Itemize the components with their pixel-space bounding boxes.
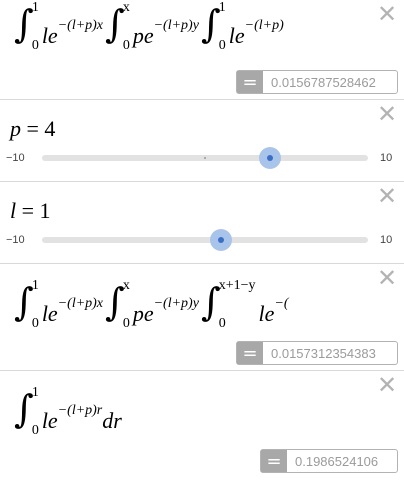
expression-cell-5[interactable] [0, 371, 404, 487]
slider-min-label: −10 [6, 152, 25, 164]
close-icon[interactable]: ✕ [376, 100, 398, 128]
result-value: 0.0156787528462 [271, 74, 376, 90]
term-1: $le^{-(l+p)x}$ [41, 18, 104, 48]
slider-max-label: 10 [380, 152, 393, 164]
integral-2: ∫ x 0 [105, 0, 130, 53]
integral-1: ∫ 1 0 [14, 385, 39, 438]
term-3: $le^{-(l+p)}$ [228, 18, 284, 48]
result-value: 0.1986524106 [295, 453, 379, 469]
slider-max-label: 10 [380, 234, 393, 246]
close-icon[interactable]: ✕ [376, 0, 398, 28]
term-3: le−( [258, 296, 289, 326]
equals-badge: = [237, 342, 263, 364]
expression-math-5[interactable] [14, 385, 122, 443]
slider-label-l[interactable]: l = 1 [10, 198, 51, 223]
expression-cell-1[interactable] [0, 0, 404, 100]
slider-thumb[interactable] [259, 147, 281, 169]
equals-badge: = [261, 450, 287, 472]
result-value: 0.0157312354383 [271, 345, 376, 361]
result-box-1 [236, 70, 398, 94]
slider-thumb[interactable] [210, 229, 232, 251]
term-1: $le^{-(l+p)r}dr$ [41, 403, 122, 433]
slider-track[interactable] [42, 237, 368, 243]
slider-cell-p[interactable] [0, 100, 404, 182]
expression-cell-4[interactable] [0, 264, 404, 371]
close-icon[interactable]: ✕ [376, 182, 398, 210]
slider-thumb-dot [267, 155, 273, 161]
integral-3: ∫ x+1−y 0 [200, 278, 256, 331]
slider-zero-tick [204, 157, 206, 159]
expression-math-4[interactable] [14, 278, 289, 336]
term-2: $pe^{-(l+p)y}$ [132, 18, 199, 48]
expression-math-1[interactable] [14, 0, 284, 58]
term-1: $le^{-(l+p)x}$ [41, 296, 104, 326]
close-icon[interactable]: ✕ [376, 264, 398, 292]
equals-badge: = [237, 71, 263, 93]
slider-label-p[interactable]: p = 4 [10, 116, 56, 141]
integral-1: ∫ 1 0 [14, 278, 39, 331]
result-box-5 [260, 449, 398, 473]
slider-min-label: −10 [6, 234, 25, 246]
integral-3: ∫ 1 0 [200, 0, 226, 53]
slider-cell-l[interactable] [0, 182, 404, 264]
integral-2: ∫ x 0 [105, 278, 130, 331]
slider-thumb-dot [218, 237, 224, 243]
result-box-4 [236, 341, 398, 365]
integral-1: ∫ 1 0 [14, 0, 39, 53]
close-icon[interactable]: ✕ [376, 371, 398, 399]
term-2: $pe^{-(l+p)y}$ [132, 296, 199, 326]
